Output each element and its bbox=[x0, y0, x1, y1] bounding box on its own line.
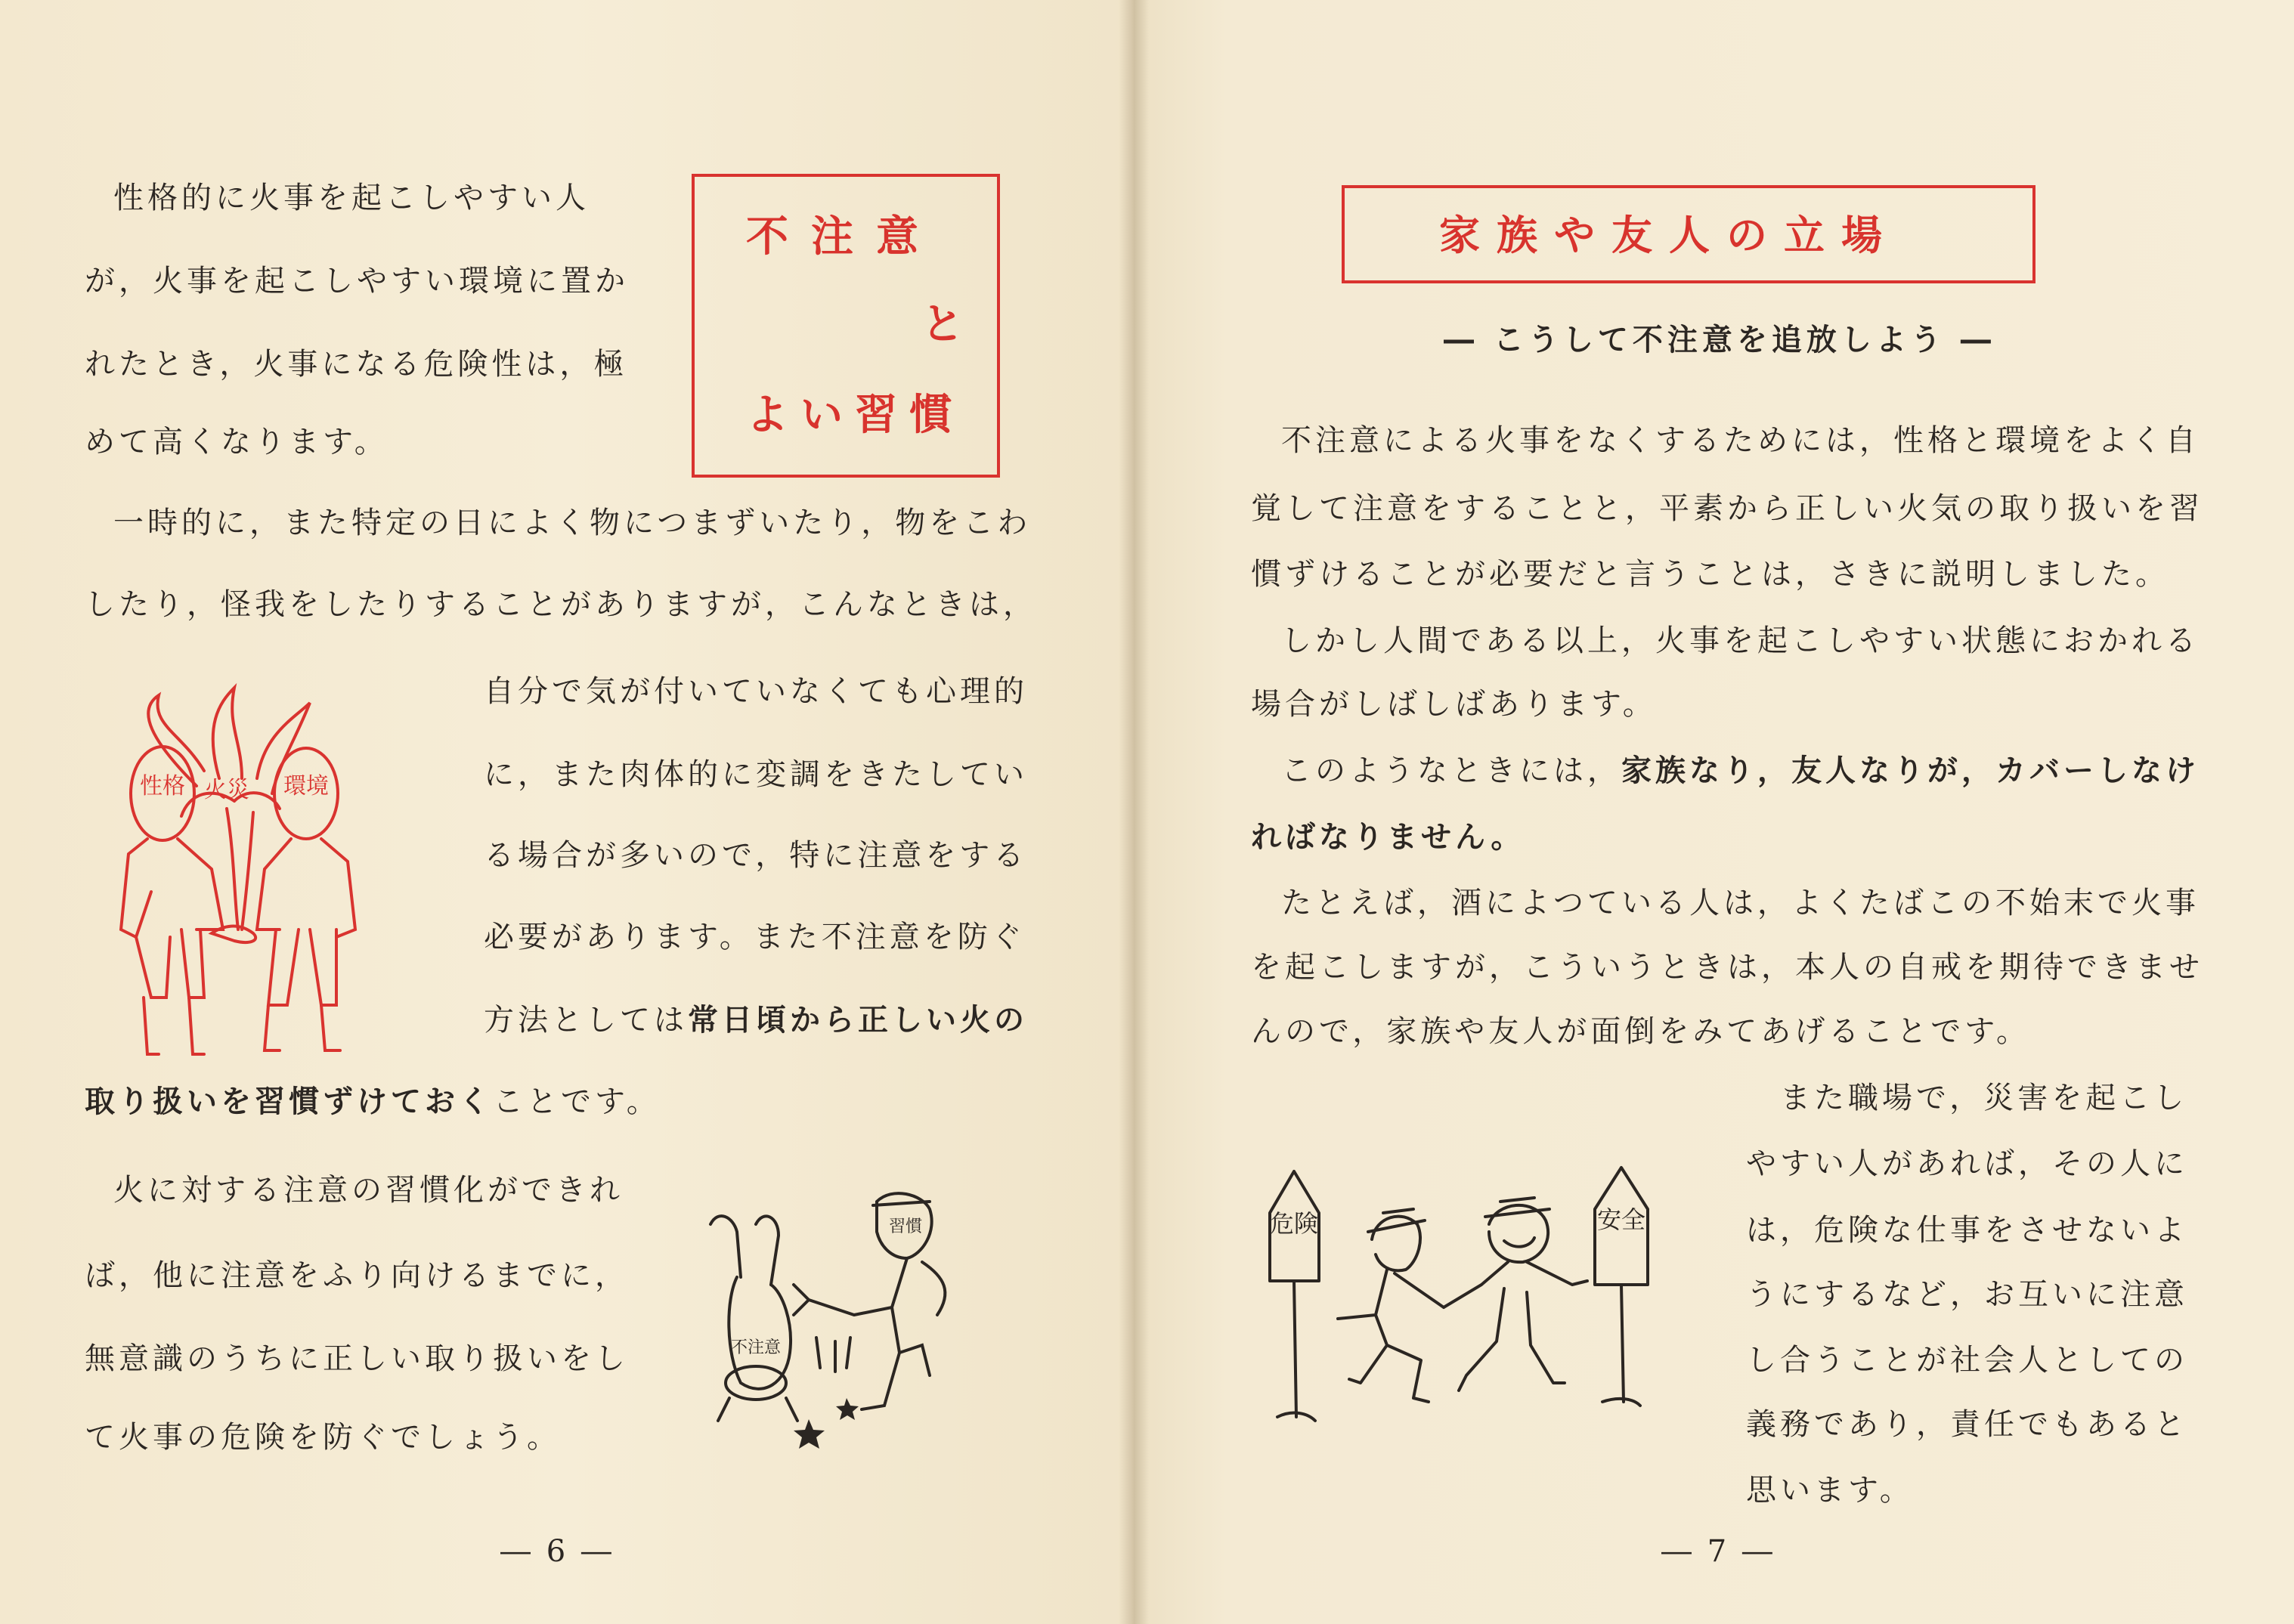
left-page bbox=[0, 0, 1134, 1624]
left-p3-line2: ば，他に注意をふり向けるまでに， bbox=[85, 1258, 629, 1293]
left-p3-line3: 無意識のうちに正しい取り扱いをし bbox=[85, 1341, 629, 1376]
right-p1-line2: 覚して注意をすることと，平素から正しい火気の取り扱いを習 bbox=[1251, 491, 2203, 526]
illustration2-label-left: 不注意 bbox=[730, 1338, 782, 1357]
left-p1-line3: れたとき，火事になる危険性は，極 bbox=[85, 347, 628, 382]
left-p2-line6: 必要があります。また不注意を防ぐ bbox=[484, 920, 1026, 954]
heading-line-fuchui: 不注意 bbox=[746, 212, 941, 261]
left-p1-line2: が，火事を起こしやすい環境に置か bbox=[85, 264, 629, 299]
kick-illustration bbox=[665, 1179, 1013, 1459]
left-p2-line7-bold: 常日頃から正しい火の bbox=[688, 1003, 1028, 1038]
left-p2-line7 bbox=[484, 1003, 1028, 1038]
illustration1-label-left: 性格 bbox=[140, 773, 185, 800]
heading-line-to: と bbox=[921, 300, 967, 349]
handshake-fire-illustration bbox=[106, 680, 378, 1066]
right-p2-line1: しかし人間である以上，火事を起こしやすい状態におかれる bbox=[1281, 623, 2200, 658]
right-heading-box bbox=[1342, 185, 2035, 283]
left-heading-box bbox=[692, 174, 1000, 478]
right-p3-line1-normal: このようなときには， bbox=[1281, 753, 1621, 788]
illustration1-label-middle: 火災 bbox=[204, 777, 249, 803]
left-page-number: ― 6 ― bbox=[500, 1534, 615, 1569]
left-p2-line1: 一時的に，また特定の日によく物につまずいたり，物をこわ bbox=[113, 506, 1032, 540]
right-p5-line6: 義務であり，責任でもあると bbox=[1746, 1407, 2188, 1442]
left-p2-line8-bold: 取り扱いを習慣ずけておく bbox=[85, 1084, 493, 1119]
right-p1-line3: 慣ずけることが必要だと言うことは，さきに説明しました。 bbox=[1251, 557, 2169, 592]
left-p1-line4: めて高くなります。 bbox=[85, 425, 389, 459]
right-p5-line5: し合うことが社会人としての bbox=[1746, 1343, 2188, 1378]
danger-sign-label: 危険 bbox=[1269, 1209, 1319, 1238]
heading-line-yoishukan: よい習慣 bbox=[746, 391, 964, 440]
left-p2-line8-normal: ことです。 bbox=[493, 1084, 661, 1119]
illustration1-label-right: 環境 bbox=[283, 773, 329, 800]
right-subheading: ― こうして不注意を追放しよう ― bbox=[1444, 323, 1995, 357]
left-p3-line4: て火事の危険を防ぐでしょう。 bbox=[85, 1420, 561, 1455]
left-p2-line5: る場合が多いので，特に注意をする bbox=[484, 838, 1028, 873]
right-p4-line3: んので，家族や友人が面倒をみてあげることです。 bbox=[1251, 1014, 2030, 1049]
left-p2-line3: 自分で気が付いていなくても心理的 bbox=[484, 674, 1028, 709]
right-p5-line2: やすい人があれば，その人に bbox=[1746, 1146, 2188, 1181]
right-heading-title: 家族や友人の立場 bbox=[1439, 212, 1899, 259]
right-p5-line1: また職場で，災害を起こし bbox=[1780, 1081, 2188, 1115]
right-p5-line3: は，危険な仕事をさせないよ bbox=[1746, 1213, 2188, 1248]
danger-safety-illustration bbox=[1262, 1156, 1686, 1436]
right-p5-line7: 思います。 bbox=[1746, 1473, 1914, 1508]
left-p3-line1: 火に対する注意の習慣化ができれ bbox=[113, 1173, 624, 1208]
right-p4-line1: たとえば，酒によつている人は，よくたばこの不始末で火事 bbox=[1281, 886, 2200, 920]
illustration2-label-right: 習慣 bbox=[888, 1217, 923, 1236]
right-p3-line1-bold: 家族なり，友人なりが，カバーしなけ bbox=[1621, 753, 2200, 788]
right-p5-line4: うにするなど，お互いに注意 bbox=[1746, 1277, 2188, 1312]
right-p3-line2: ればなりません。 bbox=[1251, 820, 1525, 855]
left-p2-line7-normal: 方法としては bbox=[484, 1003, 688, 1038]
left-p2-line4: に，また肉体的に変調をきたしてい bbox=[484, 757, 1028, 792]
right-p3-line1 bbox=[1281, 753, 2200, 788]
right-page bbox=[1134, 0, 2294, 1624]
right-p2-line2: 場合がしばしばあります。 bbox=[1251, 687, 1657, 722]
right-page-number: ― 7 ― bbox=[1661, 1534, 1775, 1569]
left-p2-line8 bbox=[85, 1084, 661, 1119]
safety-sign-label: 安全 bbox=[1596, 1205, 1646, 1234]
left-p1-line1: 性格的に火事を起こしやすい人 bbox=[113, 181, 590, 215]
right-p4-line2: を起こしますが，こういうときは，本人の自戒を期待できませ bbox=[1251, 950, 2203, 985]
book-gutter bbox=[1119, 0, 1149, 1624]
left-p2-line2: したり，怪我をしたりすることがありますが，こんなときは， bbox=[85, 587, 1037, 622]
right-p1-line1: 不注意による火事をなくするためには，性格と環境をよく自 bbox=[1281, 423, 2200, 458]
